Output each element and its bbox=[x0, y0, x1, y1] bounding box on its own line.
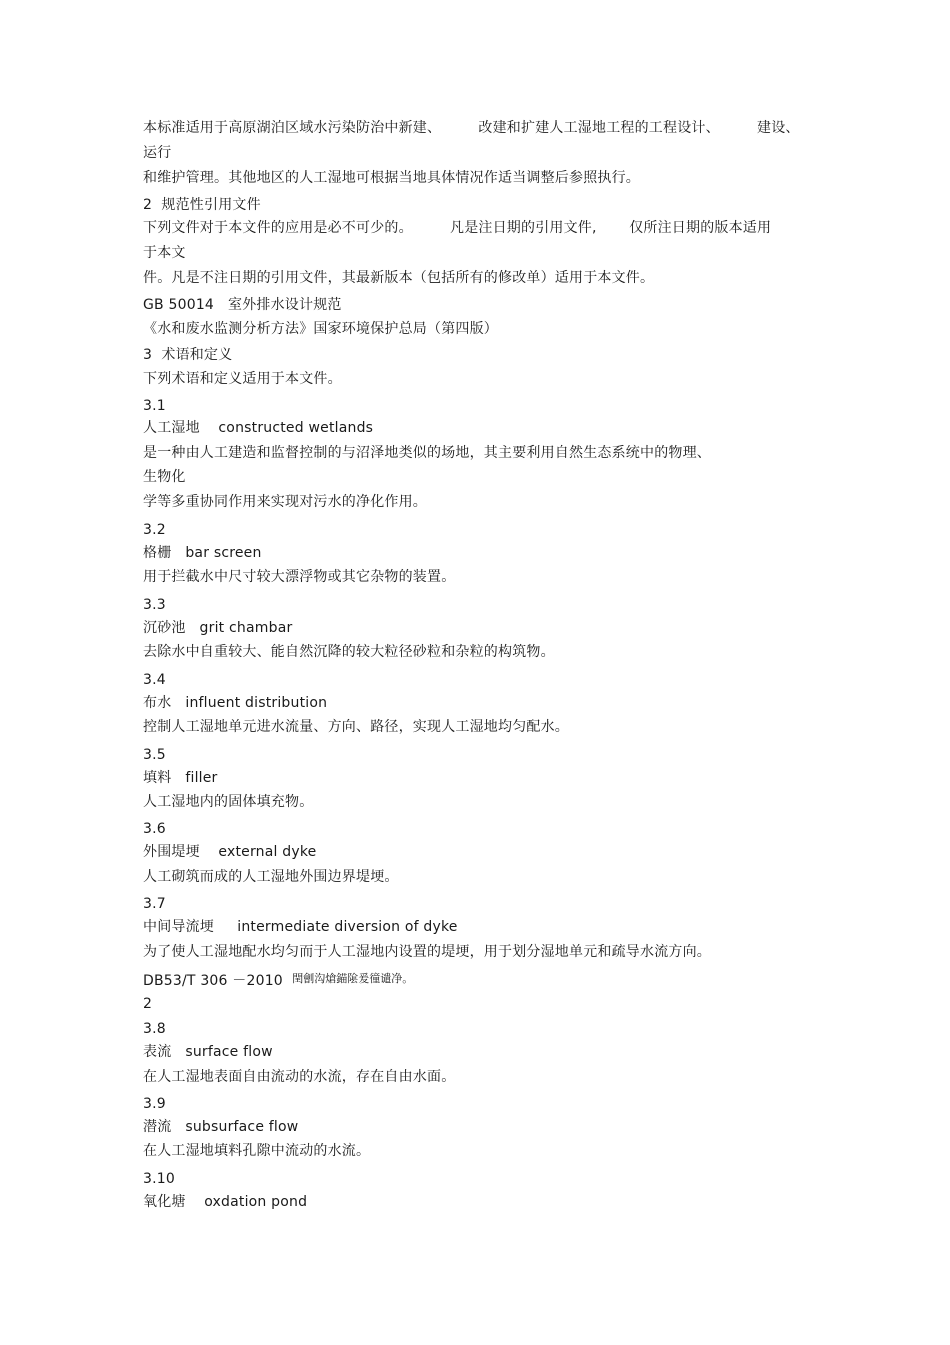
text-line: 运行 bbox=[143, 145, 172, 161]
section-heading: 3 术语和定义 bbox=[143, 347, 233, 363]
term-name: 表流 surface flow bbox=[143, 1044, 273, 1060]
term-name: 人工湿地 constructed wetlands bbox=[143, 420, 374, 436]
term-number: 3.7 bbox=[143, 896, 166, 912]
term-name: 布水 influent distribution bbox=[143, 695, 328, 711]
text-line: 下列文件对于本文件的应用是必不可少的。 凡是注日期的引用文件, 仅所注日期的版本适用 bbox=[143, 220, 772, 236]
term-number: 3.3 bbox=[143, 597, 166, 613]
term-name: 外围堤埂 external dyke bbox=[143, 844, 317, 860]
term-definition: 人工砌筑而成的人工湿地外围边界堤埂。 bbox=[143, 869, 399, 885]
text-line: 本标准适用于高原湖泊区域水污染防治中新建、 改建和扩建人工湿地工程的工程设计、 建设、 bbox=[143, 120, 800, 136]
text-line: 和维护管理。其他地区的人工湿地可根据当地具体情况作适当调整后参照执行。 bbox=[143, 170, 640, 186]
term-number: 3.5 bbox=[143, 747, 166, 763]
reference-item: 《水和废水监测分析方法》国家环境保护总局（第四版） bbox=[143, 321, 498, 337]
garbled-text: 閏劊沟熗錨隂爰徸谴净。 bbox=[292, 972, 414, 985]
term-definition: 人工湿地内的固体填充物。 bbox=[143, 794, 314, 810]
term-number: 3.10 bbox=[143, 1171, 175, 1187]
term-definition: 生物化 bbox=[143, 469, 186, 485]
text-line: 件。凡是不注日期的引用文件，其最新版本（包括所有的修改单）适用于本文件。 bbox=[143, 270, 655, 286]
term-definition: 为了使人工湿地配水均匀而于人工湿地内设置的堤埂，用于划分湿地单元和疏导水流方向。 bbox=[143, 944, 711, 960]
term-definition: 控制人工湿地单元进水流量、方向、路径，实现人工湿地均匀配水。 bbox=[143, 719, 569, 735]
term-name: 中间导流埂 intermediate diversion of dyke bbox=[143, 919, 458, 935]
term-name: 潜流 subsurface flow bbox=[143, 1119, 299, 1135]
term-definition: 在人工湿地填料孔隙中流动的水流。 bbox=[143, 1143, 371, 1159]
term-number: 3.9 bbox=[143, 1096, 166, 1112]
text-line: 下列术语和定义适用于本文件。 bbox=[143, 371, 342, 387]
section-heading: 2 规范性引用文件 bbox=[143, 197, 261, 213]
term-number: 3.2 bbox=[143, 522, 166, 538]
term-number: 3.4 bbox=[143, 672, 166, 688]
term-number: 3.6 bbox=[143, 821, 166, 837]
standard-code: DB53/T 306 －2010 bbox=[143, 973, 283, 989]
term-definition: 去除水中自重较大、能自然沉降的较大粒径砂粒和杂粒的构筑物。 bbox=[143, 644, 555, 660]
term-definition: 是一种由人工建造和监督控制的与沼泽地类似的场地，其主要利用自然生态系统中的物理、 bbox=[143, 445, 711, 461]
term-name: 格栅 bar screen bbox=[143, 545, 262, 561]
page-number: 2 bbox=[143, 996, 153, 1012]
term-name: 氧化塘 oxdation pond bbox=[143, 1194, 308, 1210]
term-definition: 用于拦截水中尺寸较大漂浮物或其它杂物的装置。 bbox=[143, 569, 456, 585]
term-definition: 学等多重协同作用来实现对污水的净化作用。 bbox=[143, 494, 427, 510]
term-number: 3.8 bbox=[143, 1021, 166, 1037]
reference-item: GB 50014 室外排水设计规范 bbox=[143, 297, 342, 313]
term-name: 填料 filler bbox=[143, 770, 218, 786]
page-footer bbox=[143, 970, 413, 990]
term-definition: 在人工湿地表面自由流动的水流，存在自由水面。 bbox=[143, 1069, 456, 1085]
term-number: 3.1 bbox=[143, 398, 166, 414]
term-name: 沉砂池 grit chambar bbox=[143, 620, 293, 636]
text-line: 于本文 bbox=[143, 245, 186, 261]
